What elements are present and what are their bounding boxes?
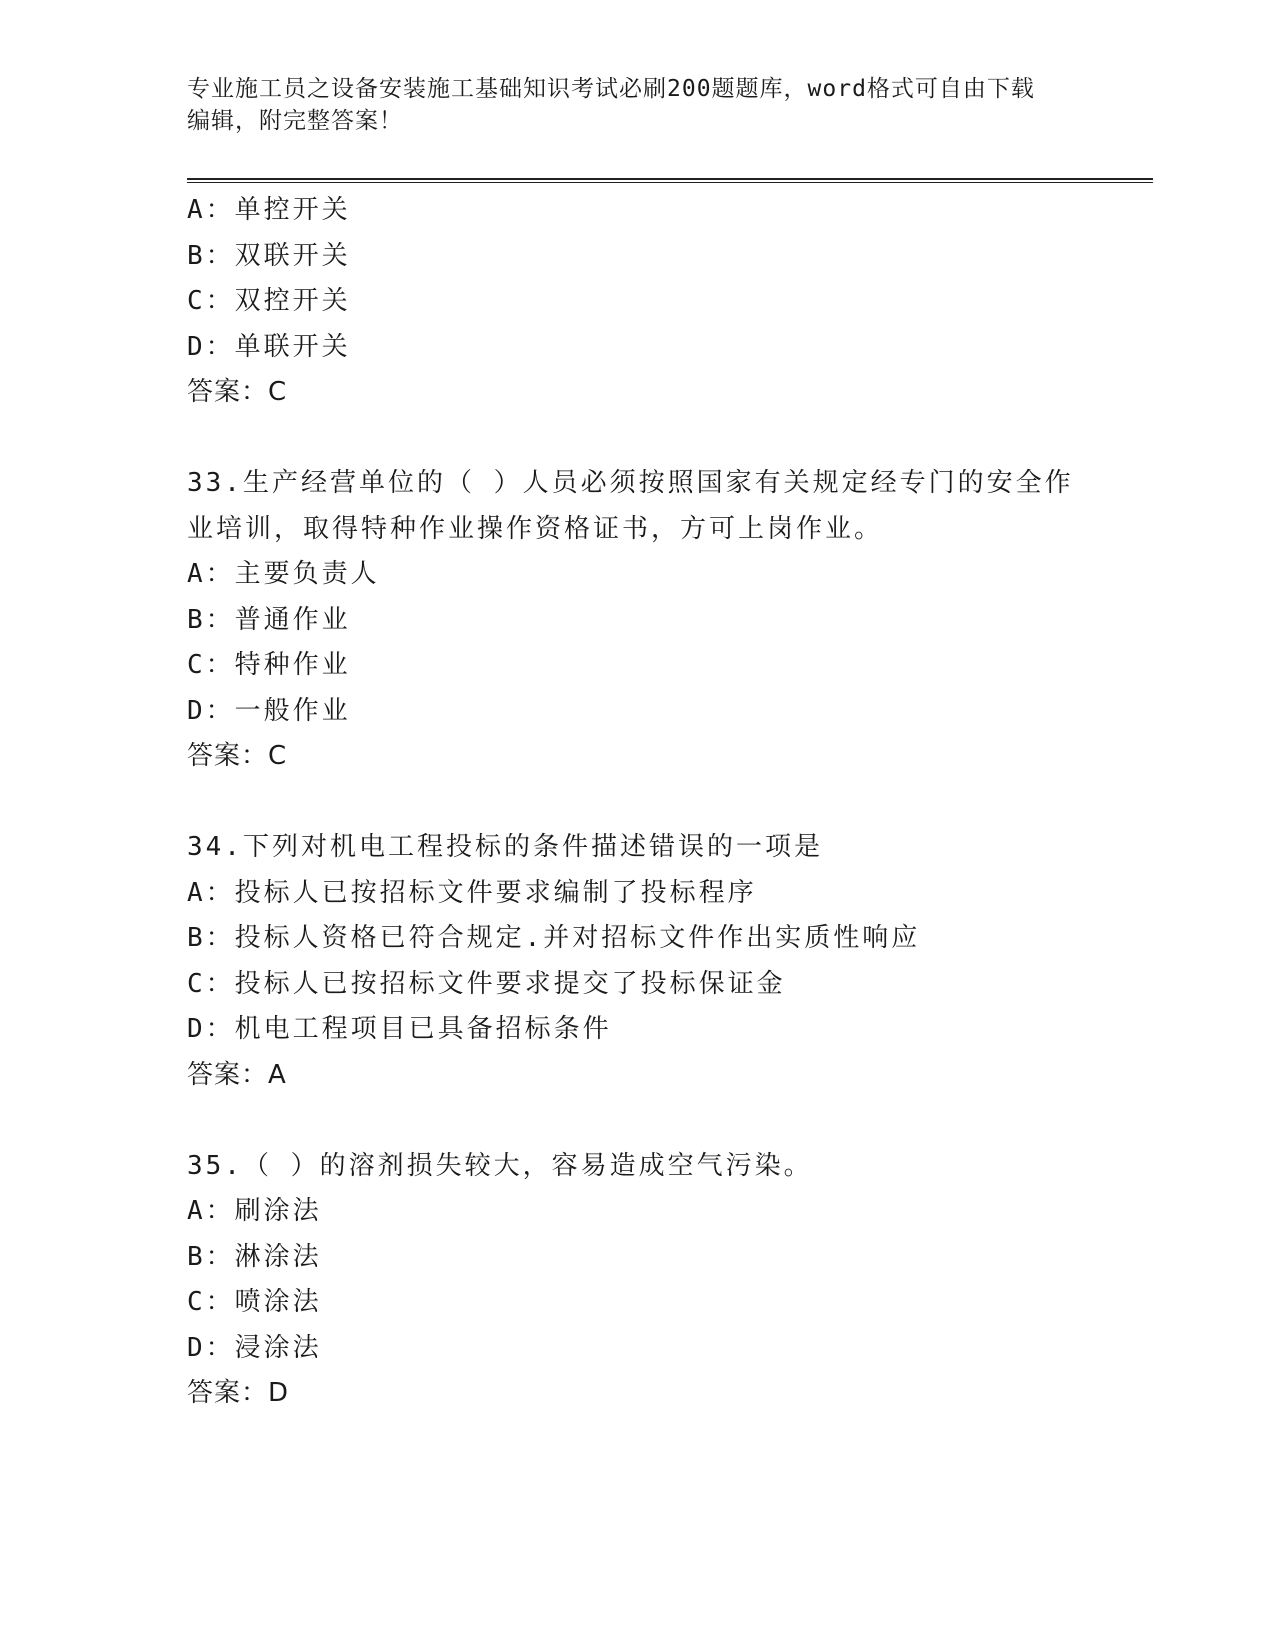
option-a: A：单控开关 <box>187 195 351 225</box>
option-d: D：机电工程项目已具备招标条件 <box>187 1014 612 1044</box>
option-b: B：淋涂法 <box>187 1241 322 1272</box>
option-c: C：喷涂法 <box>187 1287 322 1317</box>
document-header <box>187 73 1067 137</box>
question-text-line-1: 33.生产经营单位的（ ）人员必须按照国家有关规定经专门的安全作 <box>187 468 1074 498</box>
option-b: B：双联开关 <box>187 240 351 271</box>
document-page <box>187 0 1147 1650</box>
header-divider <box>187 178 1153 183</box>
question-34 <box>187 825 1087 1098</box>
option-d: D：一般作业 <box>187 695 351 726</box>
option-a: A：投标人已按招标文件要求编制了投标程序 <box>187 877 757 908</box>
option-a: A：主要负责人 <box>187 559 380 589</box>
question-32 <box>187 188 1087 416</box>
question-list <box>187 188 1087 1417</box>
answer: 答案：C <box>187 377 288 407</box>
answer: 答案：A <box>187 1059 287 1090</box>
header-line-1: 专业施工员之设备安装施工基础知识考试必刷200题题库，word格式可自由下载 <box>187 76 1035 102</box>
answer: 答案：C <box>187 741 288 771</box>
question-33 <box>187 461 1087 780</box>
option-c: C：投标人已按招标文件要求提交了投标保证金 <box>187 968 786 999</box>
option-d: D：单联开关 <box>187 331 351 362</box>
option-b: B：普通作业 <box>187 604 351 635</box>
question-text-line-1: 35.（ ）的溶剂损失较大，容易造成空气污染。 <box>187 1150 813 1181</box>
option-b: B：投标人资格已符合规定.并对招标文件作出实质性响应 <box>187 923 921 953</box>
option-c: C：双控开关 <box>187 286 351 316</box>
question-35 <box>187 1144 1087 1417</box>
option-d: D：浸涂法 <box>187 1332 322 1363</box>
header-line-2: 编辑，附完整答案！ <box>187 108 403 134</box>
question-text-line-1: 34.下列对机电工程投标的条件描述错误的一项是 <box>187 832 823 862</box>
option-c: C：特种作业 <box>187 650 351 680</box>
answer: 答案：D <box>187 1378 290 1408</box>
question-text-line-2: 业培训，取得特种作业操作资格证书，方可上岗作业。 <box>187 513 884 544</box>
option-a: A：刷涂法 <box>187 1196 322 1226</box>
